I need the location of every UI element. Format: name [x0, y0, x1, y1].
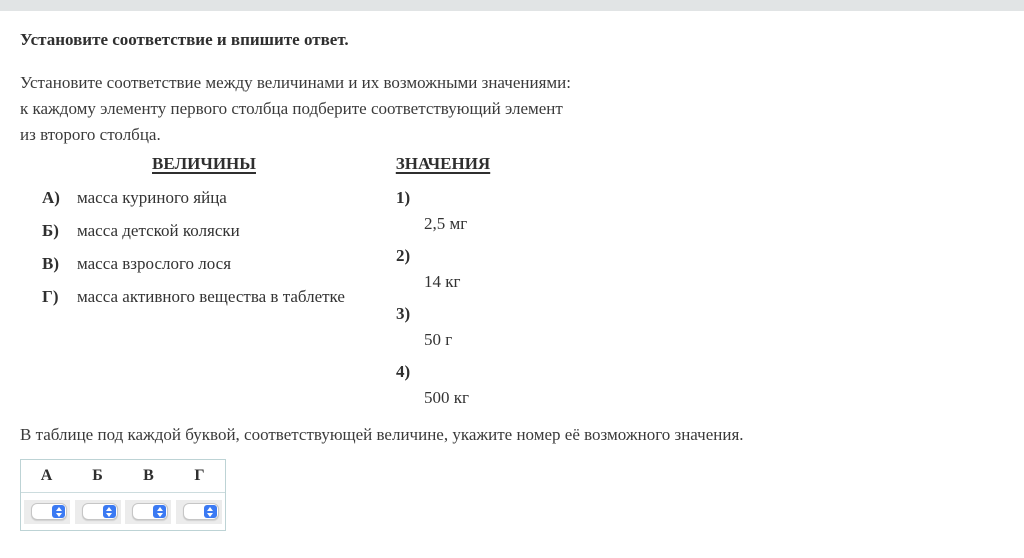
- item-value: 14 кг: [424, 272, 461, 291]
- quantities-column-header: ВЕЛИЧИНЫ: [152, 154, 256, 173]
- description-line: Установите соответствие между величинами и их возможными значениями:: [20, 73, 571, 92]
- answer-select-block: [176, 500, 222, 524]
- answer-select-block: [75, 500, 121, 524]
- item-label: Б): [42, 221, 59, 240]
- item-label: 4): [396, 362, 411, 381]
- list-item: [396, 245, 498, 293]
- item-value: 2,5 мг: [424, 214, 468, 233]
- item-value: 500 кг: [424, 388, 469, 407]
- select-stepper-icon: [52, 505, 65, 518]
- top-band: [0, 0, 1024, 11]
- item-text: масса активного вещества в таблетке: [77, 287, 345, 306]
- select-stepper-icon: [103, 505, 116, 518]
- item-label: В): [42, 254, 59, 273]
- answer-header-g: Г: [194, 467, 205, 484]
- list-item: [396, 361, 498, 409]
- item-text: масса детской коляски: [77, 221, 240, 240]
- item-label: 2): [396, 246, 411, 265]
- answer-select-g[interactable]: [183, 503, 219, 520]
- item-text: масса куриного яйца: [77, 188, 227, 207]
- answer-header-v: В: [143, 467, 154, 484]
- values-column: [388, 154, 498, 419]
- answer-table-header-row: [21, 460, 225, 493]
- select-stepper-icon: [204, 505, 217, 518]
- answer-select-a[interactable]: [31, 503, 67, 520]
- answer-header-b: Б: [92, 467, 103, 484]
- page-title: Установите соответствие и впишите ответ.: [20, 30, 349, 49]
- values-column-header: ЗНАЧЕНИЯ: [395, 154, 491, 173]
- list-item: [42, 187, 388, 209]
- list-item: [42, 220, 388, 242]
- item-value: 50 г: [424, 330, 453, 349]
- list-item: [396, 187, 498, 235]
- quantities-list: [20, 187, 388, 308]
- answer-table: [20, 459, 226, 531]
- item-label: 3): [396, 304, 411, 323]
- list-item: [42, 253, 388, 275]
- answer-select-v[interactable]: [132, 503, 168, 520]
- list-item: [396, 303, 498, 351]
- task-description: [20, 70, 571, 148]
- description-line: к каждому элементу первого столбца подберите соответствующий элемент: [20, 99, 563, 118]
- answer-select-block: [125, 500, 171, 524]
- values-list: [388, 187, 498, 409]
- answer-select-block: [24, 500, 70, 524]
- select-stepper-icon: [153, 505, 166, 518]
- table-instruction: В таблице под каждой буквой, соответствующей величине, укажите номер её возможного значения.: [20, 425, 744, 444]
- quantities-column: [20, 154, 388, 419]
- item-label: А): [42, 188, 60, 207]
- item-label: Г): [42, 287, 59, 306]
- answer-select-b[interactable]: [82, 503, 118, 520]
- item-text: масса взрослого лося: [77, 254, 232, 273]
- description-line: из второго столбца.: [20, 125, 161, 144]
- answer-header-a: А: [40, 467, 53, 484]
- list-item: [42, 286, 388, 308]
- matching-columns: [20, 154, 498, 419]
- answer-table-input-row: [21, 493, 225, 530]
- item-label: 1): [396, 188, 411, 207]
